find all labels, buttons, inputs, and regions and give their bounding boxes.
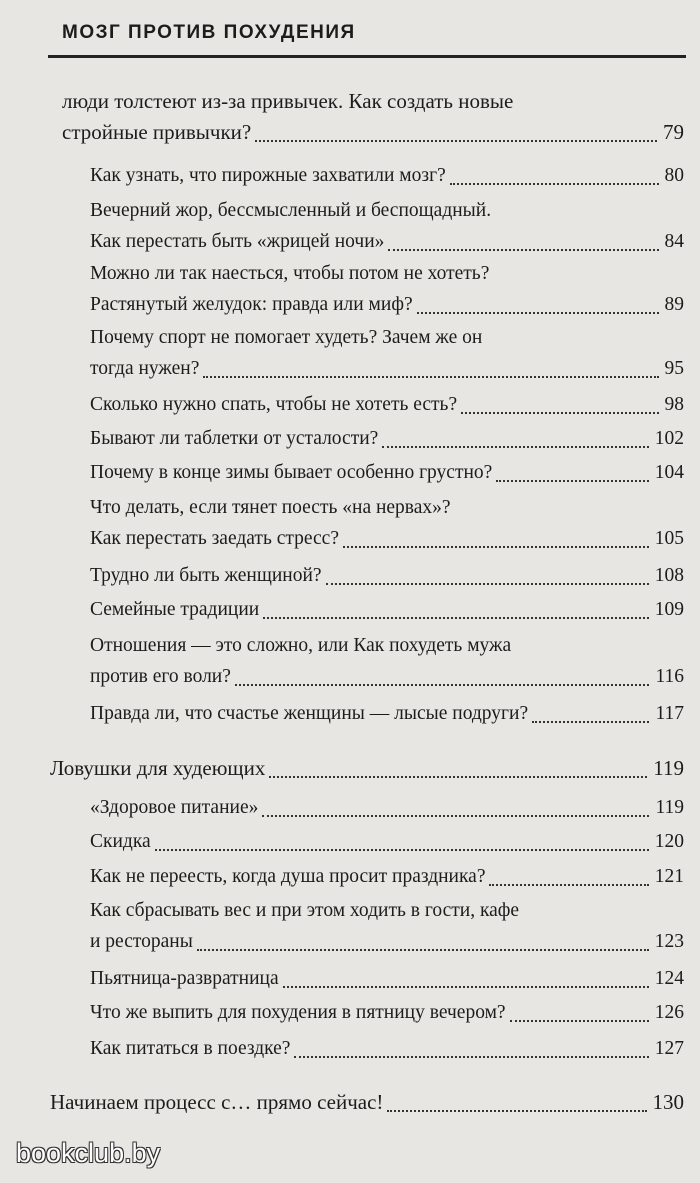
toc-page-number: 130 <box>652 1090 684 1114</box>
toc-entry-text: Как питаться в поездке? <box>90 1038 291 1059</box>
toc-page-number: 121 <box>654 866 684 887</box>
toc-entry-text: Пьятница-развратница <box>90 968 279 989</box>
toc-page-number: 95 <box>664 358 684 379</box>
toc-entry <box>90 861 684 892</box>
leader-dots <box>155 849 649 851</box>
toc-entry <box>90 457 684 488</box>
toc-entry <box>90 997 684 1028</box>
toc-entry-text: Семейные традиции <box>90 599 260 620</box>
toc-page-number: 104 <box>654 462 684 483</box>
leader-dots <box>417 312 659 314</box>
toc-entry-text: Скидка <box>90 831 151 852</box>
leader-dots <box>263 617 649 619</box>
toc-page-number: 80 <box>664 165 684 186</box>
toc-page-number: 109 <box>654 599 684 620</box>
leader-dots <box>388 249 658 251</box>
leader-dots <box>262 815 649 817</box>
toc-entry-text: Бывают ли таблетки от усталости? <box>90 428 379 449</box>
toc-page-number: 119 <box>655 797 684 818</box>
toc-page-number: 126 <box>654 1002 684 1023</box>
toc-entry-text: Почему спорт не помогает худеть? Зачем же он <box>90 327 483 348</box>
toc-entry-text: Можно ли так наесться, чтобы потом не хотеть? <box>90 263 490 284</box>
toc-page-number: 89 <box>664 294 684 315</box>
toc-entry-text: Что делать, если тянет поесть «на нервах»? <box>90 497 451 518</box>
toc-entry-text: тогда нужен? <box>90 358 200 379</box>
toc-entry-text: Почему в конце зимы бывает особенно грустно? <box>90 462 493 483</box>
toc-page-number: 117 <box>655 703 684 724</box>
watermark-text: bookclub.by <box>16 1138 161 1168</box>
toc-entry <box>90 1033 684 1064</box>
leader-dots <box>450 183 659 185</box>
header-rule <box>48 55 686 58</box>
leader-dots <box>387 1110 646 1112</box>
leader-dots <box>203 376 658 378</box>
toc-entry-text: Как перестать заедать стресс? <box>90 528 339 549</box>
toc-page-number: 105 <box>654 528 684 549</box>
toc-page-number: 123 <box>654 931 684 952</box>
toc-entry <box>90 963 684 994</box>
toc-entry-text: Как узнать, что пирожные захватили мозг? <box>90 165 446 186</box>
toc-page-number: 124 <box>654 968 684 989</box>
toc-entry <box>50 1087 684 1118</box>
toc-entry <box>90 792 684 823</box>
leader-dots <box>382 446 648 448</box>
leader-dots <box>326 583 649 585</box>
toc-entry-text: Растянутый желудок: правда или миф? <box>90 294 413 315</box>
toc-entry-text: «Здоровое питание» <box>90 797 259 818</box>
leader-dots <box>489 884 648 886</box>
toc-page-number: 102 <box>654 428 684 449</box>
watermark <box>16 1138 160 1169</box>
toc-page-number: 120 <box>654 831 684 852</box>
leader-dots <box>197 949 649 951</box>
leader-dots <box>343 546 649 548</box>
toc-entry-text: Сколько нужно спать, чтобы не хотеть есть? <box>90 394 458 415</box>
toc-entry <box>50 753 684 784</box>
toc-page-number: 116 <box>655 666 684 687</box>
toc-page-number: 108 <box>654 565 684 586</box>
toc-page-number: 79 <box>663 120 684 144</box>
leader-dots <box>255 140 657 142</box>
leader-dots <box>283 986 649 988</box>
toc-page-number: 119 <box>653 756 684 780</box>
toc-entry <box>90 389 684 420</box>
toc-page-number: 84 <box>664 231 684 252</box>
toc-entry <box>90 423 684 454</box>
toc-entry <box>90 826 684 857</box>
toc-entry <box>90 492 684 554</box>
toc-entry-text: Правда ли, что счастье женщины — лысые подруги? <box>90 703 529 724</box>
leader-dots <box>496 480 648 482</box>
running-header: МОЗГ ПРОТИВ ПОХУДЕНИЯ <box>62 22 356 43</box>
toc-entry-text: Трудно ли быть женщиной? <box>90 565 322 586</box>
leader-dots <box>532 721 649 723</box>
leader-dots <box>235 684 650 686</box>
toc-entry <box>90 258 684 320</box>
toc-page-number: 127 <box>654 1038 684 1059</box>
toc-entry <box>90 322 684 384</box>
toc-entry-text: и рестораны <box>90 931 193 952</box>
toc-entry-text: люди толстеют из-за привычек. Как создать новые <box>62 89 514 113</box>
toc-entry-text: Как не переесть, когда душа просит праздника? <box>90 866 486 887</box>
toc-entry <box>90 895 684 957</box>
toc-entry <box>62 86 684 148</box>
leader-dots <box>269 776 647 778</box>
toc-entry <box>90 698 684 729</box>
toc-page-number: 98 <box>664 394 684 415</box>
toc-entry-text: Что же выпить для похудения в пятницу вечером? <box>90 1002 506 1023</box>
toc-entry-text: Отношения — это сложно, или Как похудеть мужа <box>90 635 512 656</box>
toc-entry-text: стройные привычки? <box>62 120 252 144</box>
leader-dots <box>294 1056 648 1058</box>
toc-entry-text: Как сбрасывать вес и при этом ходить в гости, кафе <box>90 900 520 921</box>
toc-entry-text: Вечерний жор, бессмысленный и беспощадный. <box>90 200 492 221</box>
toc-entry <box>90 630 684 692</box>
toc-entry-text: Как перестать быть «жрицей ночи» <box>90 231 385 252</box>
leader-dots <box>461 412 658 414</box>
toc-entry-text: Начинаем процесс с… прямо сейчас! <box>50 1090 384 1114</box>
toc-entry <box>90 594 684 625</box>
toc-entry <box>90 160 684 191</box>
toc-entry-text: против его воли? <box>90 666 231 687</box>
toc-entry-text: Ловушки для худеющих <box>50 756 266 780</box>
leader-dots <box>510 1020 649 1022</box>
toc-entry <box>90 195 684 257</box>
toc-entry <box>90 560 684 591</box>
